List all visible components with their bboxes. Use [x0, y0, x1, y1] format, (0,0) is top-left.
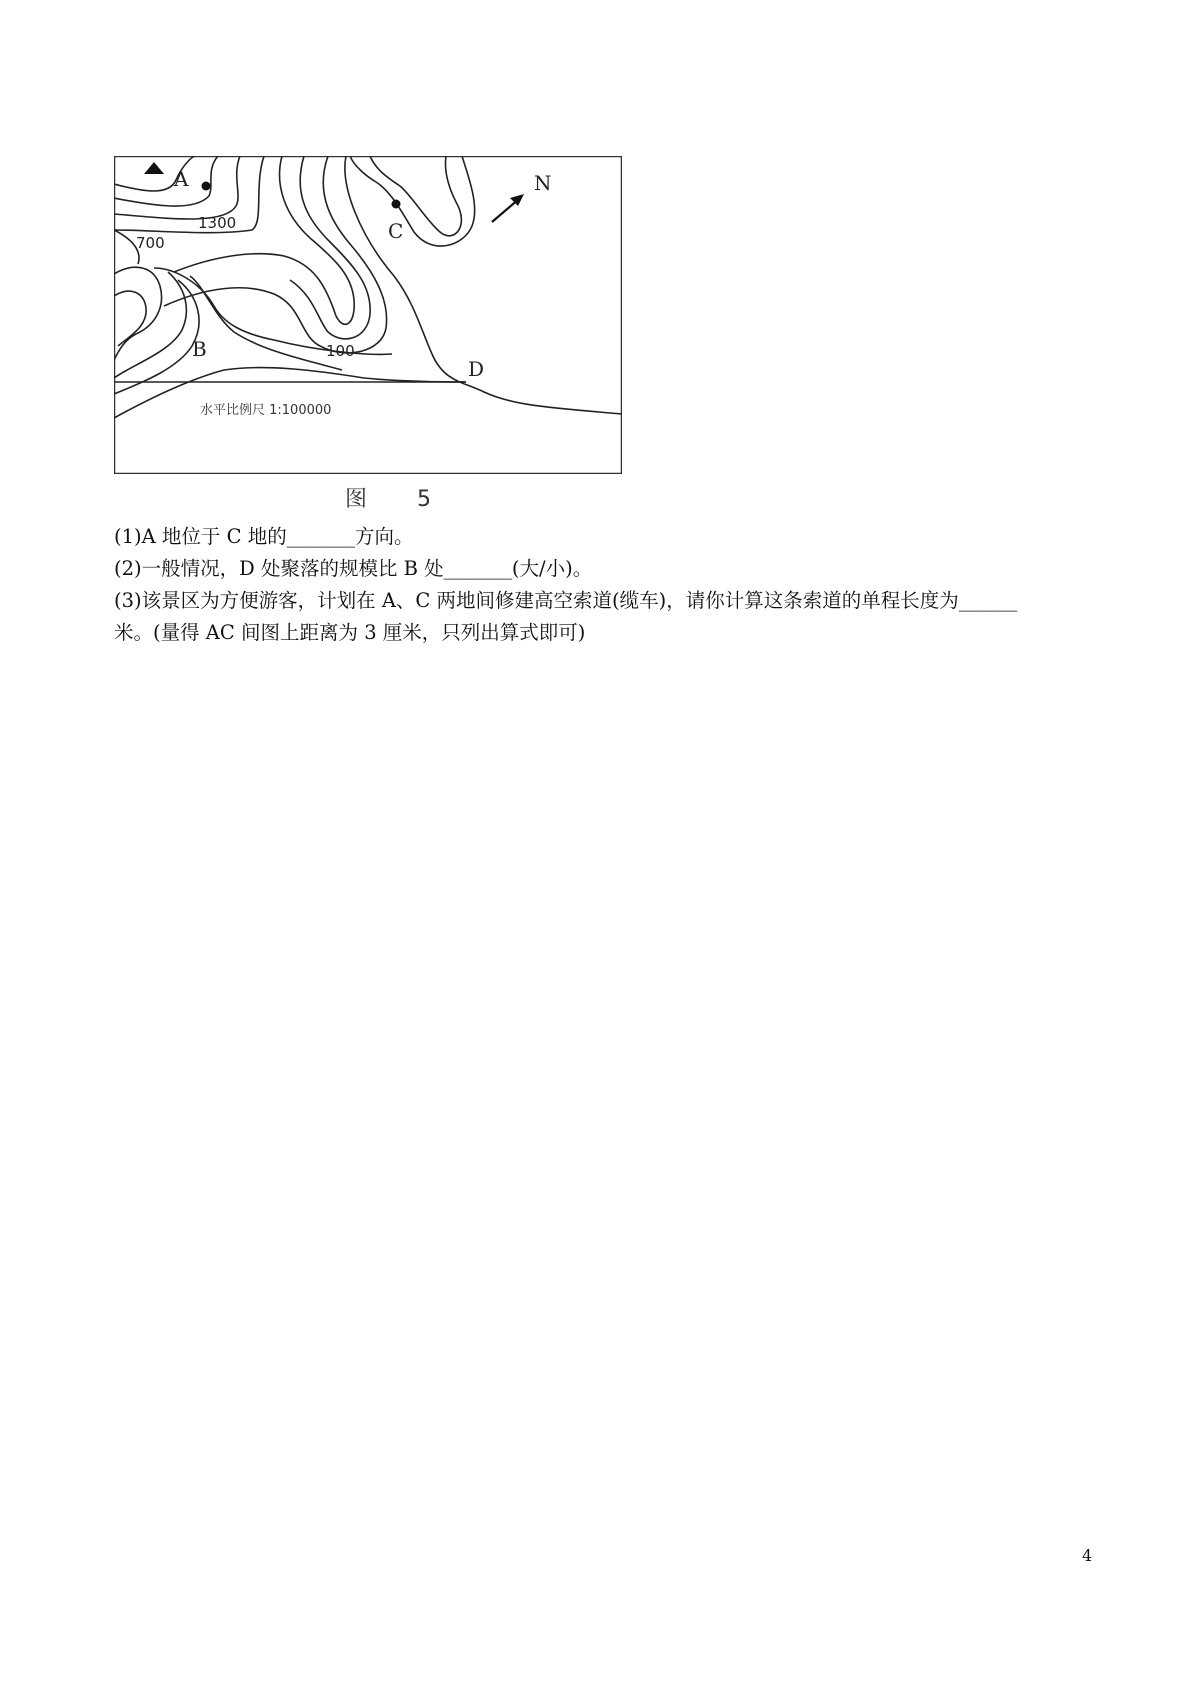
label-c: C: [388, 219, 404, 243]
contour-line: [114, 267, 162, 360]
contour-lines: [114, 156, 622, 418]
point-a-dot: [202, 182, 211, 191]
contour-line: [114, 156, 218, 206]
label-1300: 1300: [198, 214, 237, 232]
contour-map-figure: [114, 156, 622, 474]
label-700: 700: [136, 234, 165, 252]
contour-map: [114, 156, 622, 474]
label-b: B: [192, 337, 207, 361]
page-number: 4: [1082, 1546, 1093, 1565]
question-1: (1)A 地位于 C 地的_______方向。: [114, 525, 414, 548]
scale-label: 水平比例尺 1:100000: [200, 403, 332, 418]
point-c-dot: [392, 200, 401, 209]
map-frame: [114, 156, 622, 474]
summit-triangle-icon: [144, 162, 164, 174]
contour-line: [290, 156, 370, 339]
label-a: A: [174, 167, 189, 191]
label-d: D: [468, 357, 485, 381]
label-100: 100: [326, 342, 355, 360]
label-north: N: [534, 171, 552, 195]
figure-caption: 图 5: [345, 487, 445, 512]
question-3-line-2: 米。(量得 AC 间图上距离为 3 厘米，只列出算式即可): [114, 621, 586, 644]
contour-line: [370, 156, 461, 236]
question-2: (2)一般情况，D 处聚落的规模比 B 处_______(大/小)。: [114, 557, 593, 580]
contour-line: [114, 156, 264, 233]
contour-line: [154, 268, 392, 354]
question-3-line-1: (3)该景区为方便游客，计划在 A、C 两地间修建高空索道(缆车)，请你计算这条索道的单程长度为______: [114, 589, 1018, 612]
